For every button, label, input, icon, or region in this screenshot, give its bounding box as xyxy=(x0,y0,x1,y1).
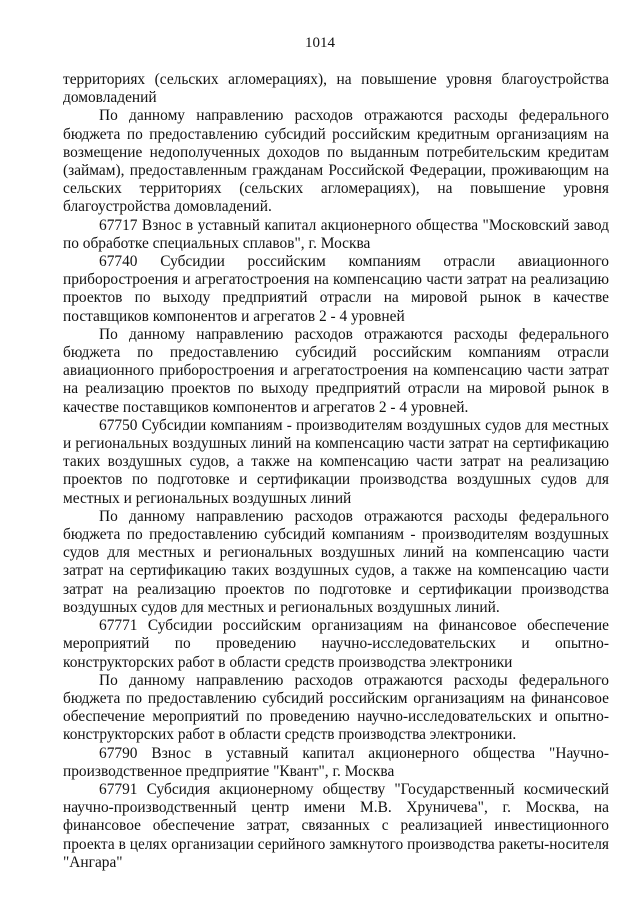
paragraph-item-67717: 67717 Взнос в уставный капитал акционерного общества "Московский завод по обработке специальных сплавов", г. Москва xyxy=(63,216,609,252)
paragraph: По данному направлению расходов отражаются расходы федерального бюджета по предоставлению субсидий российским организациям на финансовое обеспечение мероприятий по проведению научно-исследовательских и опытно-конструкторских работ в области средств производства электроники. xyxy=(63,671,609,744)
page-number: 1014 xyxy=(305,35,335,51)
paragraph-item-67740: 67740 Субсидии российским компаниям отрасли авиационного приборостроения и агрегатостроения на компенсацию части затрат на реализацию проектов по выходу предприятий отрасли на мировой рынок в качестве поставщиков компонентов и агрегатов 2 - 4 уровней xyxy=(63,253,609,325)
paragraph-continued: территориях (сельских агломерациях), на повышение уровня благоустройства домовладений xyxy=(63,71,609,107)
paragraph-item-67750: 67750 Субсидии компаниям - производителям воздушных судов для местных и региональных воздушных линий на компенсацию части затрат на сертификацию таких воздушных судов, а также на компенсацию части затрат на реализацию проектов по подготовке и сертификации производства воздушных судов для местных и региональных воздушных линий xyxy=(63,416,609,507)
paragraph-item-67771: 67771 Субсидии российским организациям на финансовое обеспечение мероприятий по проведению научно-исследовательских и опытно-конструкторских работ в области средств производства электроники xyxy=(63,617,609,671)
paragraph: По данному направлению расходов отражаются расходы федерального бюджета по предоставлению субсидий российским компаниям отрасли авиационного приборостроения и агрегатостроения на компенсацию части затрат на реализацию проектов по выходу предприятий отрасли на мировой рынок в качестве поставщиков компонентов и агрегатов 2 - 4 уровней. xyxy=(63,325,609,416)
document-body xyxy=(63,71,609,872)
paragraph: По данному направлению расходов отражаются расходы федерального бюджета по предоставлению субсидий российским кредитным организациям на возмещение недополученных доходов по выданным потребительским кредитам (займам), предоставленным гражданам Российской Федерации, проживающим на сельских территориях (сельских агломерациях), на повышение уровня благоустройства домовладений. xyxy=(63,107,609,216)
paragraph-item-67791: 67791 Субсидия акционерному обществу "Государственный космический научно-производственный центр имени М.В. Хруничева", г. Москва, на финансовое обеспечение затрат, связанных с реализацией инвестиционного проекта в целях организации серийного замкнутого производства ракеты-носителя "Ангара" xyxy=(63,780,609,871)
paragraph: По данному направлению расходов отражаются расходы федерального бюджета по предоставлению субсидий компаниям - производителям воздушных судов для местных и региональных воздушных линий на компенсацию части затрат на сертификацию таких воздушных судов, а также на компенсацию части затрат на реализацию проектов по подготовке и сертификации производства воздушных судов для местных и региональных воздушных линий. xyxy=(63,507,609,616)
paragraph-item-67790: 67790 Взнос в уставный капитал акционерного общества "Научно-производственное предприятие "Квант", г. Москва xyxy=(63,744,609,780)
